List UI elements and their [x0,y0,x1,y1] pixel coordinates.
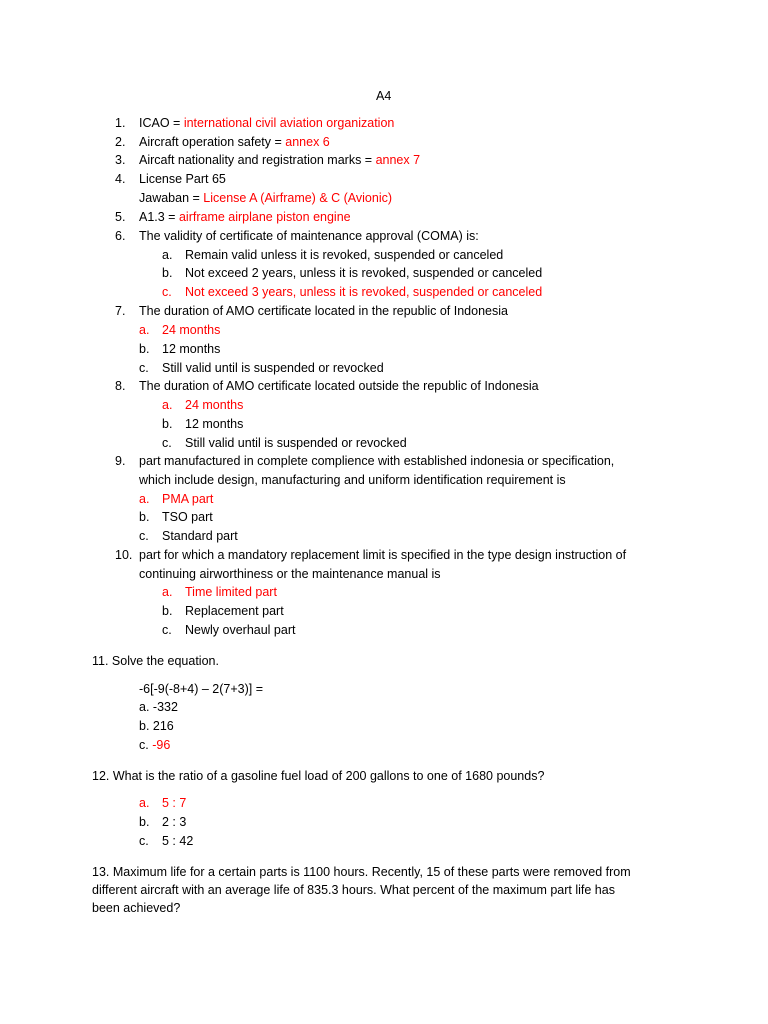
q13-text-line2: different aircraft with an average life of 835.3 hours. What percent of the maximum part life has [92,883,615,897]
q11-text: 11. Solve the equation. [92,654,219,668]
q7-option-a: 24 months [162,323,221,337]
q9-option-b: TSO part [162,510,213,524]
q9-option-c-letter: c. [139,529,149,543]
q7-number: 7. [115,304,126,318]
q2-line [139,134,330,150]
q7-option-b: 12 months [162,342,221,356]
q1-number: 1. [115,116,126,130]
q11-option-b [139,718,174,734]
q6-option-c: Not exceed 3 years, unless it is revoked, suspended or canceled [185,285,543,299]
q11-option-a [139,699,178,715]
q8-option-c: Still valid until is suspended or revocked [185,436,407,450]
q4-text: License Part 65 [139,172,226,186]
q12-text: 12. What is the ratio of a gasoline fuel load of 200 gallons to one of 1680 pounds? [92,769,545,783]
q9-text-line2: which include design, manufacturing and uniform identification requirement is [139,473,566,487]
q4-answer-line [139,190,392,206]
q6-number: 6. [115,229,126,243]
q5-number: 5. [115,210,126,224]
q11-option-a-prefix: a. [139,700,153,714]
q3-answer: annex 7 [375,153,421,167]
q1-line [139,115,394,131]
q2-text: Aircraft operation safety = [139,135,286,149]
q10-option-c: Newly overhaul part [185,623,296,637]
q3-line [139,152,420,168]
q13-text-line3: been achieved? [92,901,181,915]
q6-text: The validity of certificate of maintenance approval (COMA) is: [139,229,479,243]
q10-option-b-letter: b. [162,604,173,618]
q11-option-b-value: 216 [152,719,174,733]
q2-answer: annex 6 [285,135,330,149]
q11-equation: -6[-9(-8+4) – 2(7+3)] = [139,682,264,696]
q11-option-a-value: -332 [152,700,178,714]
q4-answer: License A (Airframe) & C (Avionic) [203,191,393,205]
q8-text: The duration of AMO certificate located outside the republic of Indonesia [139,379,539,393]
q10-text-line1: part for which a mandatory replacement limit is specified in the type design instruction of [139,548,627,562]
q6-option-b: Not exceed 2 years, unless it is revoked, suspended or canceled [185,266,543,280]
q9-text-line1: part manufactured in complete complience with established indonesia or specification, [139,454,615,468]
q1-text: ICAO = [139,116,184,130]
q7-option-c-letter: c. [139,361,149,375]
q1-answer: international civil aviation organization [183,116,395,130]
q7-option-c: Still valid until is suspended or revocked [162,361,384,375]
q12-option-a-letter: a. [139,796,150,810]
q5-text: A1.3 = [139,210,179,224]
q3-text: Aircaft nationality and registration marks = [139,153,376,167]
q8-option-a: 24 months [185,398,244,412]
q12-option-b: 2 : 3 [162,815,187,829]
q6-option-a: Remain valid unless it is revoked, suspended or canceled [185,248,504,262]
q8-option-b-letter: b. [162,417,173,431]
q8-option-b: 12 months [185,417,244,431]
q10-option-b: Replacement part [185,604,284,618]
q11-option-c-value: -96 [152,738,171,752]
q13-text-line1: 13. Maximum life for a certain parts is 1100 hours. Recently, 15 of these parts were removed from [92,865,631,879]
q10-option-a-letter: a. [162,585,173,599]
q11-option-c-prefix: c. [139,738,153,752]
q9-option-b-letter: b. [139,510,150,524]
q9-option-a: PMA part [162,492,214,506]
q7-text: The duration of AMO certificate located in the republic of Indonesia [139,304,508,318]
q10-text-line2: continuing airworthiness or the maintenance manual is [139,567,441,581]
q7-option-b-letter: b. [139,342,150,356]
q11-option-b-prefix: b. [139,719,153,733]
q11-option-c [139,737,170,753]
q10-number: 10. [115,548,133,562]
q6-option-a-letter: a. [162,248,173,262]
q4-number: 4. [115,172,126,186]
q12-option-b-letter: b. [139,815,150,829]
q12-option-a: 5 : 7 [162,796,187,810]
q9-option-a-letter: a. [139,492,150,506]
q10-option-a: Time limited part [185,585,277,599]
q5-line [139,209,351,225]
q3-number: 3. [115,153,126,167]
q12-option-c: 5 : 42 [162,834,194,848]
q9-option-c: Standard part [162,529,238,543]
q6-option-b-letter: b. [162,266,173,280]
q6-option-c-letter: c. [162,285,172,299]
q12-option-c-letter: c. [139,834,149,848]
q8-option-c-letter: c. [162,436,172,450]
q2-number: 2. [115,135,126,149]
q4-answer-label: Jawaban = [139,191,204,205]
q7-option-a-letter: a. [139,323,150,337]
q10-option-c-letter: c. [162,623,172,637]
q8-option-a-letter: a. [162,398,173,412]
q5-answer: airframe airplane piston engine [178,210,351,224]
q8-number: 8. [115,379,126,393]
q9-number: 9. [115,454,126,468]
page-title: A4 [376,89,392,103]
